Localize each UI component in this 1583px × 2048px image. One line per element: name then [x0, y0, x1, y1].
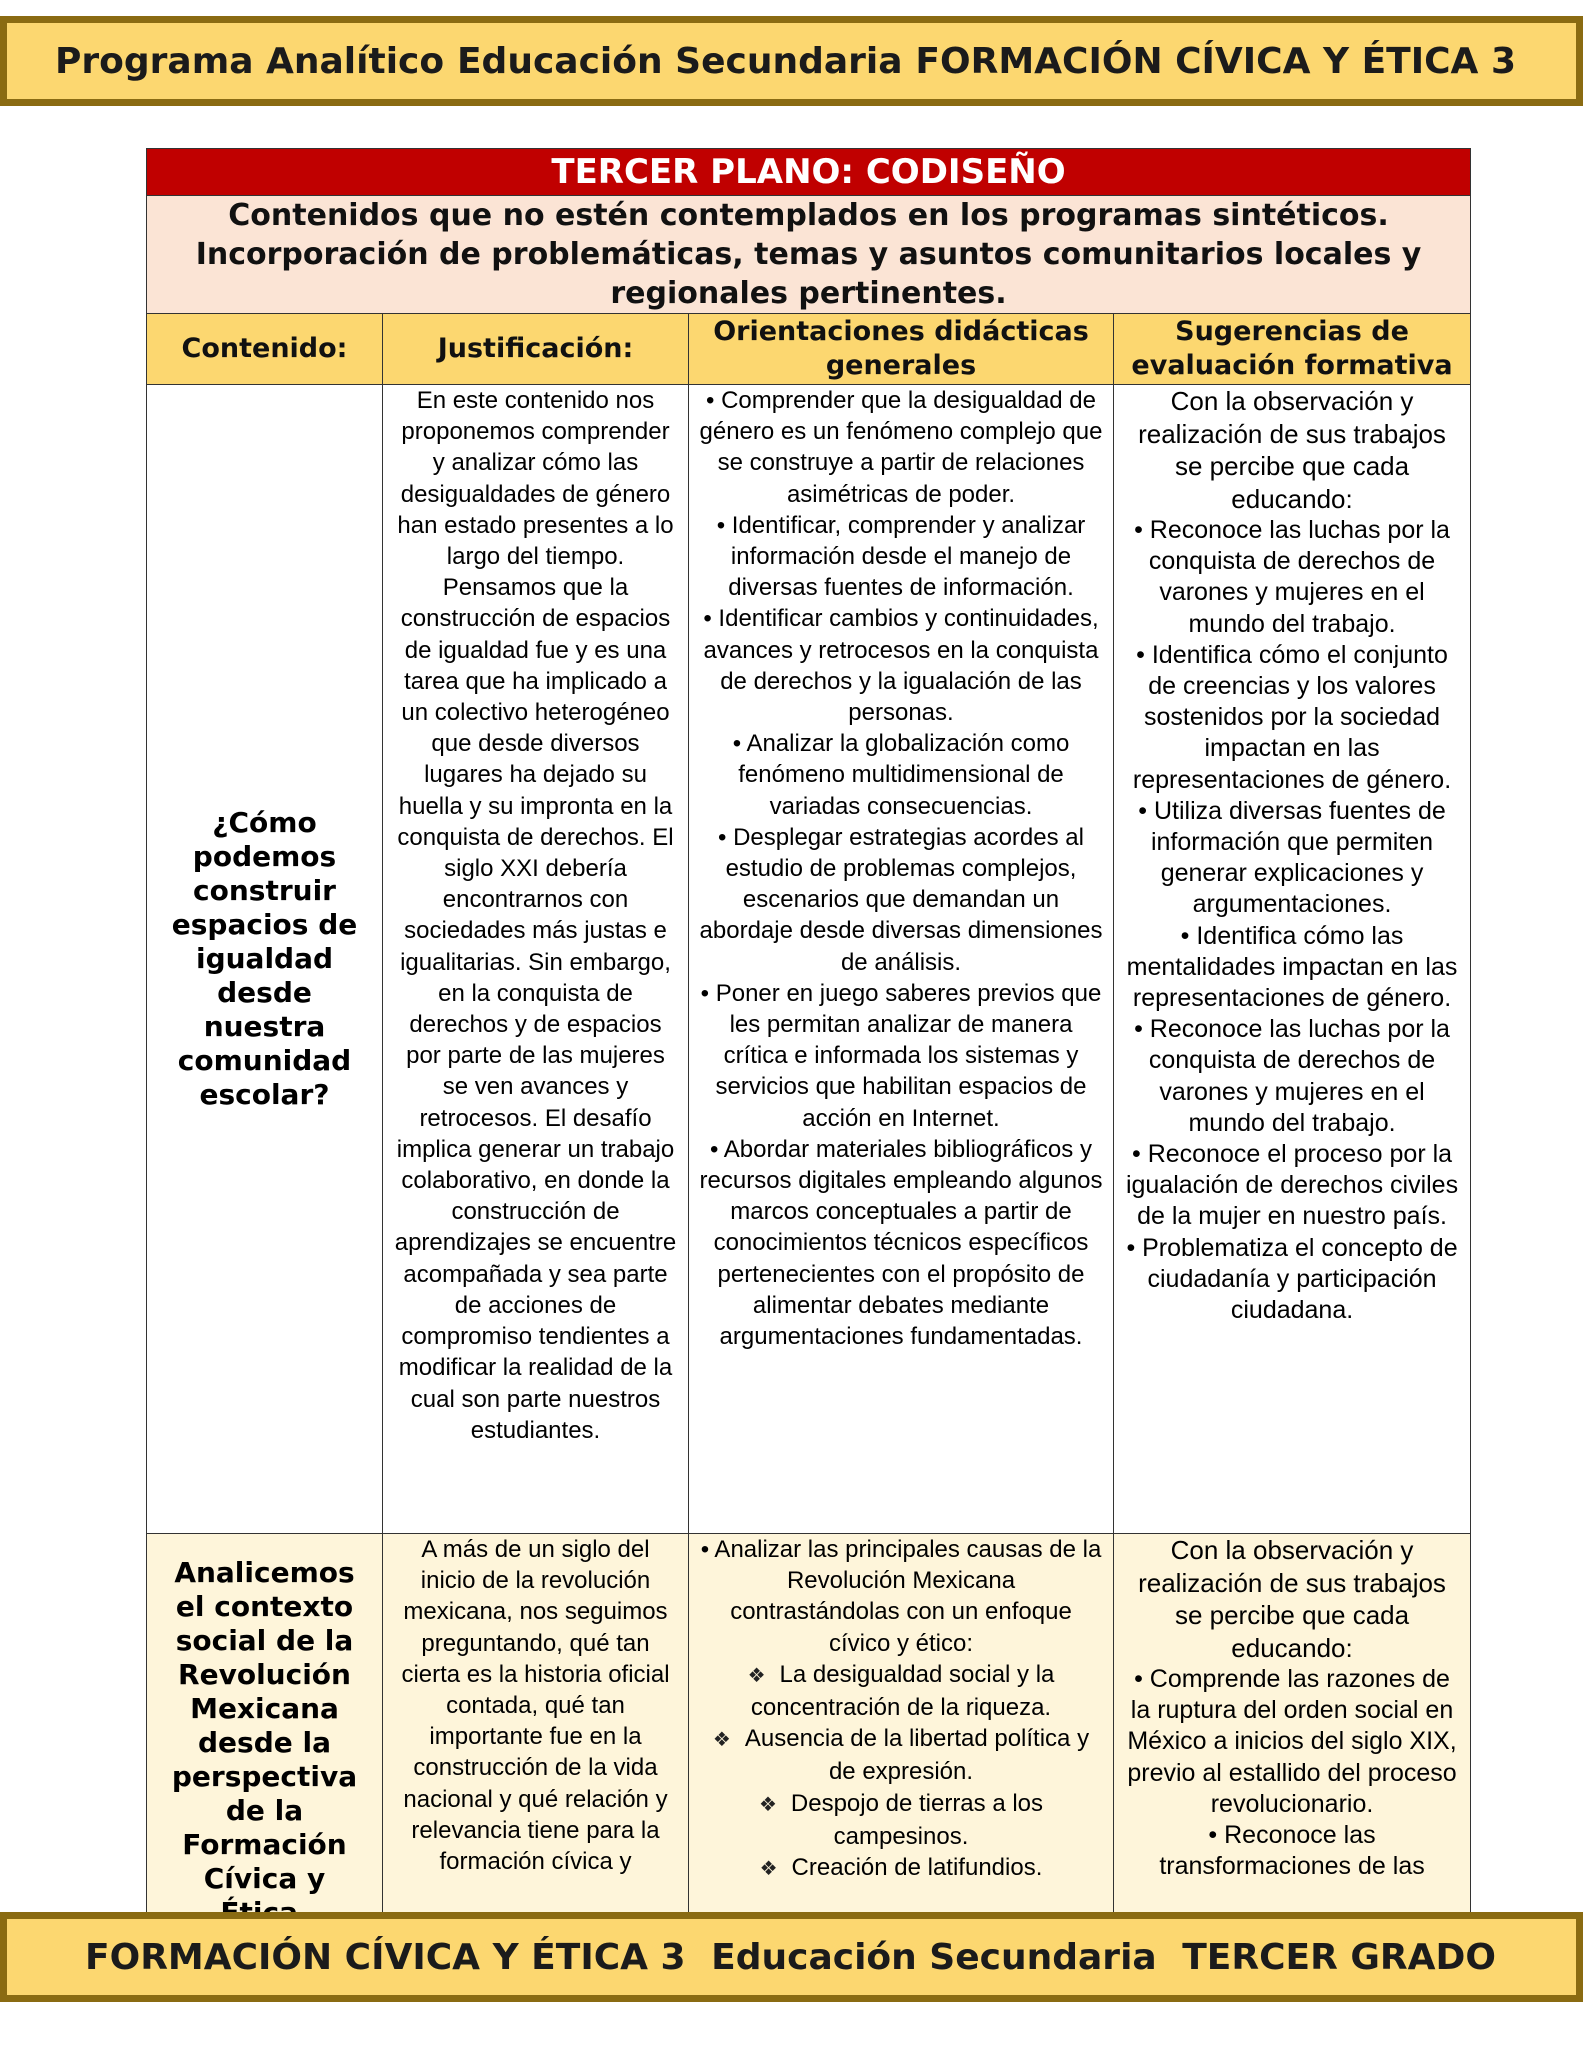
evaluacion-list	[1114, 385, 1470, 1326]
table-title: TERCER PLANO: CODISEÑO	[147, 149, 1471, 196]
evaluacion-item: • Reconoce las luchas por la conquista de derechos de varones y mujeres en el mundo del trabajo.	[1134, 516, 1450, 638]
evaluacion-item: • Comprende las razones de la ruptura del orden social en México a inicios del siglo XIX, previo al estallido del proceso revolucionario.	[1127, 1665, 1457, 1818]
evaluacion-item: • Identifica cómo las mentalidades impactan en las representaciones de género.	[1126, 921, 1458, 1013]
justificacion-text: A más de un siglo del inicio de la revolución mexicana, nos seguimos preguntando, qué tan cierta es la historia oficial contada, qué tan importante fue en la construcción de la vida nacional y qué relación y relevancia tiene para la formación cívica y	[401, 1536, 670, 1876]
orientacion-item: • Identificar, comprender y analizar información desde el manejo de diversas fuentes de información.	[716, 511, 1086, 602]
orientacion-item: • Analizar la globalización como fenómeno multidimensional de variadas consecuencias.	[732, 730, 1070, 820]
evaluacion-item: • Reconoce las transformaciones de las	[1159, 1821, 1425, 1877]
codesign-table	[146, 148, 1471, 1931]
justificacion-cell	[383, 1534, 689, 1931]
orientacion-intro: • Analizar las principales causas de la Revolución Mexicana contrastándolas con un enfoque cívico y ético:	[700, 1536, 1102, 1657]
diamond-cluster-icon: ❖	[747, 1664, 766, 1687]
orientacion-item: ❖ Creación de latifundios.	[699, 1852, 1103, 1877]
evaluacion-intro: Con la observación y realización de sus trabajos se percibe que cada educando:	[1138, 386, 1446, 514]
justificacion-cell	[383, 385, 689, 1534]
evaluacion-list	[1114, 1534, 1470, 1877]
orientacion-item: • Identificar cambios y continuidades, avances y retrocesos en la conquista de derechos y la igualación de las personas.	[703, 605, 1099, 727]
evaluacion-item: • Utiliza diversas fuentes de información que permiten generar explicaciones y argumentaciones.	[1138, 796, 1446, 919]
orientaciones-cell	[689, 385, 1114, 1534]
orientacion-item: • Poner en juego saberes previos que les permitan analizar de manera crítica e informada los sistemas y servicios que habilitan espacios de acción en Internet.	[700, 979, 1102, 1132]
orientacion-item: ❖ Ausencia de la libertad política y de expresión.	[712, 1725, 1090, 1786]
diamond-cluster-icon: ❖	[758, 1793, 777, 1816]
evaluacion-item: • Identifica cómo el conjunto de creencias y los valores sostenidos por la sociedad impactan en las representaciones de género.	[1132, 640, 1452, 794]
orientacion-item: ❖ Despojo de tierras a los campesinos.	[758, 1789, 1044, 1850]
header-left: Programa Analítico	[55, 40, 445, 82]
column-header-justificacion: Justificación:	[383, 314, 689, 385]
table-subtitle	[147, 196, 1471, 314]
evaluacion-intro: Con la observación y realización de sus trabajos se percibe que cada educando:	[1138, 1535, 1446, 1663]
justificacion-text: En este contenido nos proponemos comprender y analizar cómo las desigualdades de género han estado presentes a lo largo del tiempo. Pensamos que la construcción de espacios de igualdad fue y es una tarea que ha implicado a un colectivo heterogéneo que desde diversos lugares ha dejado su huella y su impronta en la conquista de derechos. El siglo XXI debería encontrarnos con sociedades más justas e igualitarias. Sin embargo, en la conquista de derechos y de espacios por parte de las mujeres se ven avances y retrocesos. El desafío implica generar un trabajo colaborativo, en donde la construcción de aprendizajes se encuentre acompañada y sea parte de acciones de compromiso tendientes a modificar la realidad de la cual son parte nuestros estudiantes.	[394, 387, 677, 1444]
diamond-cluster-icon: ❖	[712, 1729, 731, 1752]
footer-left: FORMACIÓN CÍVICA Y ÉTICA 3	[85, 1936, 686, 1978]
evaluacion-item: • Reconoce el proceso por la igualación de derechos civiles de la mujer en nuestro país.	[1125, 1140, 1459, 1231]
column-header-evaluacion: Sugerencias de evaluación formativa	[1114, 314, 1471, 385]
orientaciones-list	[689, 1534, 1113, 1877]
orientacion-item: • Comprender que la desigualdad de género es un fenómeno complejo que se construye a partir de relaciones asimétricas de poder.	[699, 387, 1103, 508]
table-row	[147, 385, 1471, 1534]
evaluacion-cell	[1114, 385, 1471, 1534]
contenido-text: Analicemos el contexto social de la Revolución Mexicana desde la perspectiva de la Formación Cívica y	[171, 1556, 358, 1895]
evaluacion-item: • Problematiza el concepto de ciudadanía y participación ciudadana.	[1126, 1233, 1458, 1325]
evaluacion-item: • Reconoce las luchas por la conquista de derechos de varones y mujeres en el mundo del trabajo.	[1134, 1015, 1450, 1137]
column-header-contenido: Contenido:	[147, 314, 383, 385]
orientaciones-list	[689, 385, 1113, 1352]
subtitle-line-2: Incorporación de problemáticas, temas y asuntos comunitarios locales y regionales pertinentes.	[195, 237, 1422, 311]
orientacion-item: • Abordar materiales bibliográficos y recursos digitales empleando algunos marcos conceptuales a partir de conocimientos técnicos específicos pertenecientes con el propósito de alimentar debates mediante argumentaciones fundamentadas.	[699, 1135, 1103, 1351]
header-band	[0, 16, 1583, 106]
orientaciones-cell	[689, 1534, 1114, 1931]
contenido-text: ¿Cómo podemos construir espacios de igualdad desde nuestra comunidad escolar?	[171, 806, 358, 1111]
diamond-cluster-icon: ❖	[759, 1858, 778, 1877]
evaluacion-cell	[1114, 1534, 1471, 1931]
header-center: Educación Secundaria	[456, 40, 903, 82]
footer-center: Educación Secundaria	[711, 1936, 1157, 1978]
contenido-cell	[147, 1534, 383, 1931]
footer-right: TERCER GRADO	[1182, 1936, 1496, 1978]
table-row	[147, 1534, 1471, 1931]
header-right: FORMACIÓN CÍVICA Y ÉTICA 3	[915, 40, 1516, 82]
contenido-cell	[147, 385, 383, 1534]
orientacion-item: ❖ La desigualdad social y la concentración de la riqueza.	[747, 1660, 1055, 1722]
column-header-orientaciones: Orientaciones didácticas generales	[689, 314, 1114, 385]
footer-band	[0, 1912, 1583, 2002]
subtitle-line-1: Contenidos que no estén contemplados en los programas sintéticos.	[228, 198, 1389, 233]
orientacion-item: • Desplegar estrategias acordes al estudio de problemas complejos, escenarios que demandan un abordaje desde diversas dimensiones de análisis.	[699, 823, 1103, 976]
